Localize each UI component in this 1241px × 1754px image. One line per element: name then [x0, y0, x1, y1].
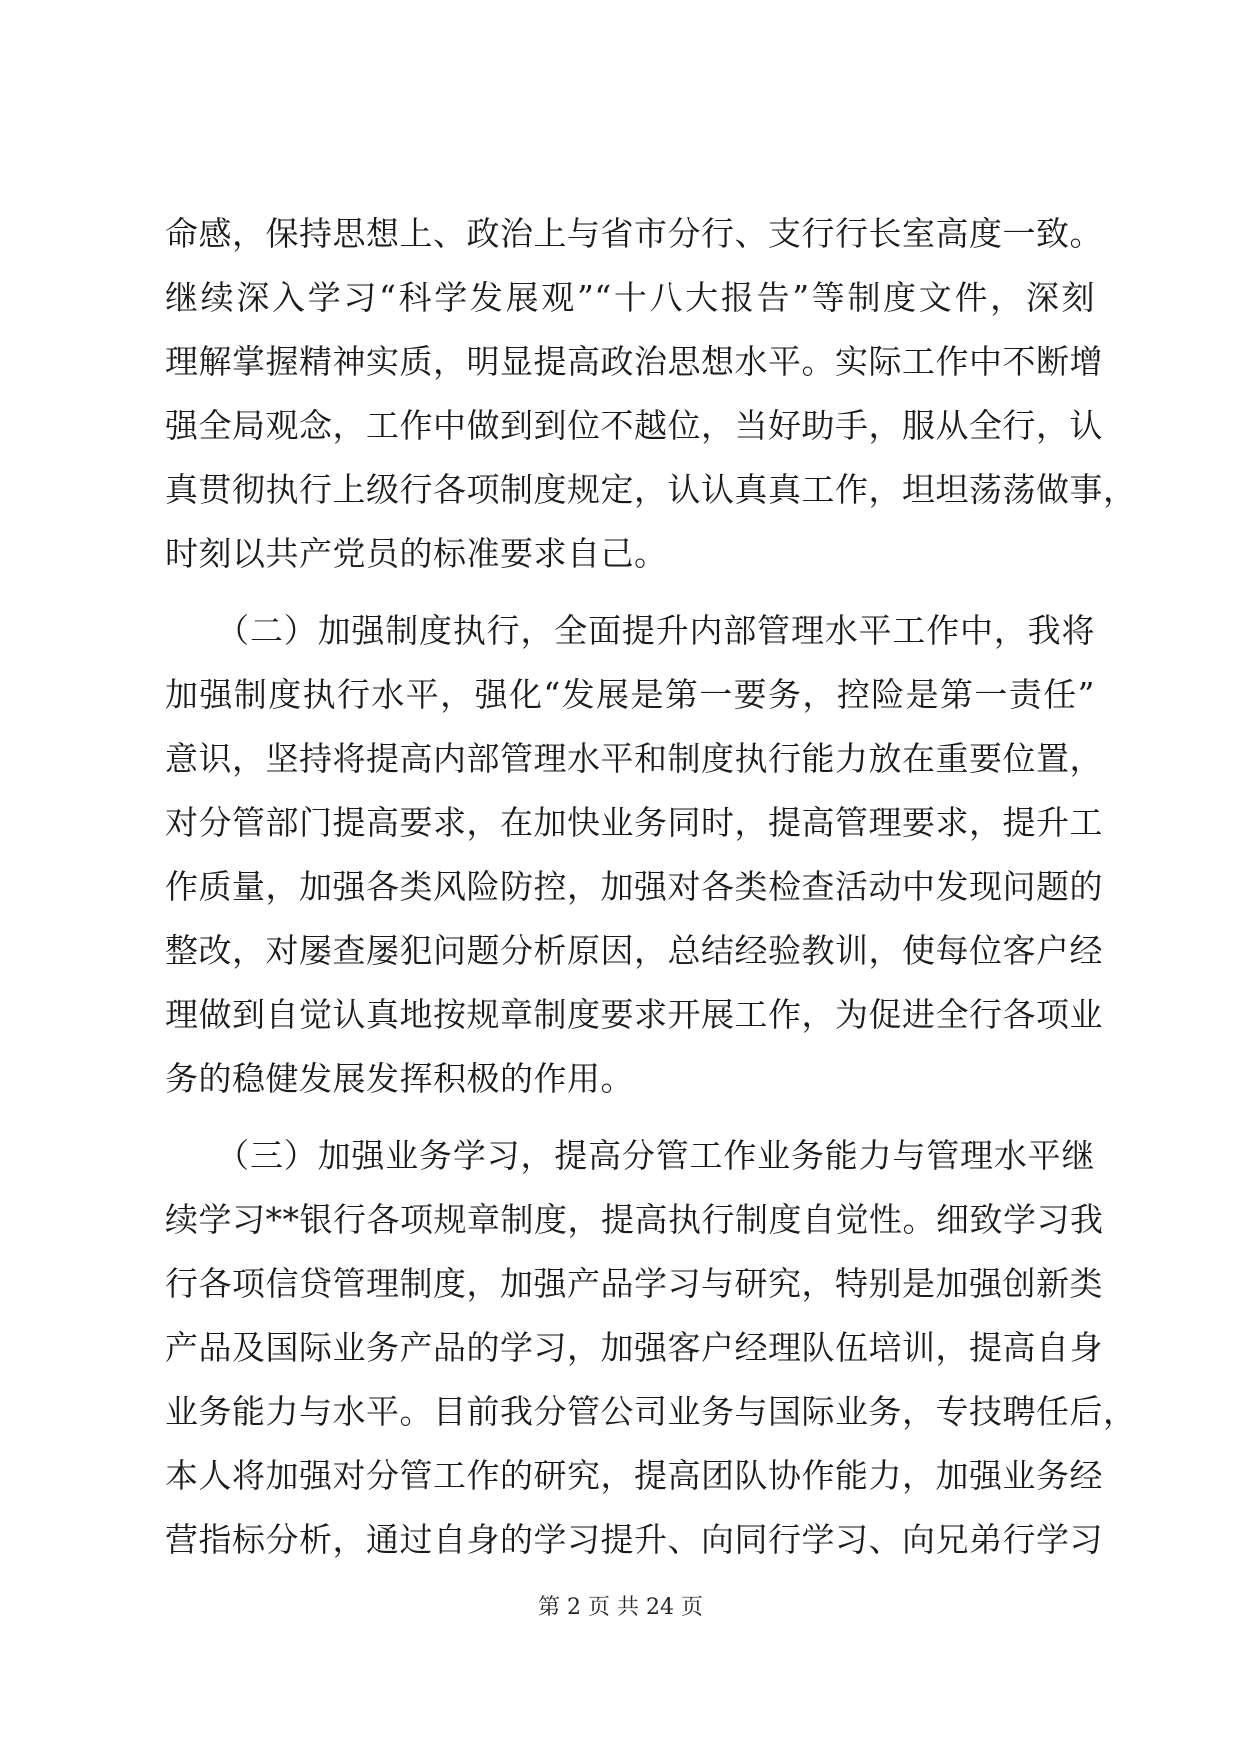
body-text: [165, 202, 1137, 1572]
text-line: 加强制度执行水平，强化“发展是第一要务，控险是第一责任”: [165, 675, 1095, 714]
text-line: 作质量，加强各类风险防控，加强对各类检查活动中发现问题的: [165, 867, 1103, 906]
text-line: 命感，保持思想上、政治上与省市分行、支行行长室高度一致。: [165, 214, 1103, 253]
text-line: 理解掌握精神实质，明显提高政治思想水平。实际工作中不断增: [165, 342, 1103, 381]
text-line: 续学习**银行各项规章制度，提高执行制度自觉性。细致学习我: [165, 1200, 1104, 1239]
text-line: 意识，坚持将提高内部管理水平和制度执行能力放在重要位置，: [165, 739, 1103, 778]
text-line: 理做到自觉认真地按规章制度要求开展工作，为促进全行各项业: [165, 995, 1103, 1034]
text-line: 营指标分析，通过自身的学习提升、向同行学习、向兄弟行学习: [165, 1520, 1103, 1559]
text-line: 行各项信贷管理制度，加强产品学习与研究，特别是加强创新类: [165, 1264, 1103, 1303]
text-line: 强全局观念，工作中做到到位不越位，当好助手，服从全行，认: [165, 406, 1103, 445]
text-line: （三）加强业务学习，提高分管工作业务能力与管理水平继: [165, 1136, 1095, 1175]
text-line: 整改，对屡查屡犯问题分析原因，总结经验教训，使每位客户经: [165, 931, 1103, 970]
text-line: （二）加强制度执行，全面提升内部管理水平工作中，我将: [165, 611, 1095, 650]
page-footer: [0, 1593, 1241, 1623]
text-line: 继续深入学习“科学发展观”“十八大报告”等制度文件，深刻: [165, 278, 1095, 317]
text-line: 对分管部门提高要求，在加快业务同时，提高管理要求，提升工: [165, 803, 1103, 842]
paragraph-1: [165, 202, 1137, 586]
page-number: 第 2 页 共 24 页: [538, 1595, 703, 1620]
text-line: 产品及国际业务产品的学习，加强客户经理队伍培训，提高自身: [165, 1328, 1103, 1367]
text-line: 业务能力与水平。目前我分管公司业务与国际业务，专技聘任后，: [165, 1392, 1137, 1431]
text-line: 时刻以共产党员的标准要求自己。: [165, 534, 668, 573]
text-line: 务的稳健发展发挥积极的作用。: [165, 1059, 634, 1098]
paragraph-2: [165, 599, 1103, 1111]
text-line: 本人将加强对分管工作的研究，提高团队协作能力，加强业务经: [165, 1456, 1103, 1495]
text-line: 真贯彻执行上级行各项制度规定，认认真真工作，坦坦荡荡做事，: [165, 470, 1137, 509]
paragraph-3: [165, 1124, 1137, 1572]
